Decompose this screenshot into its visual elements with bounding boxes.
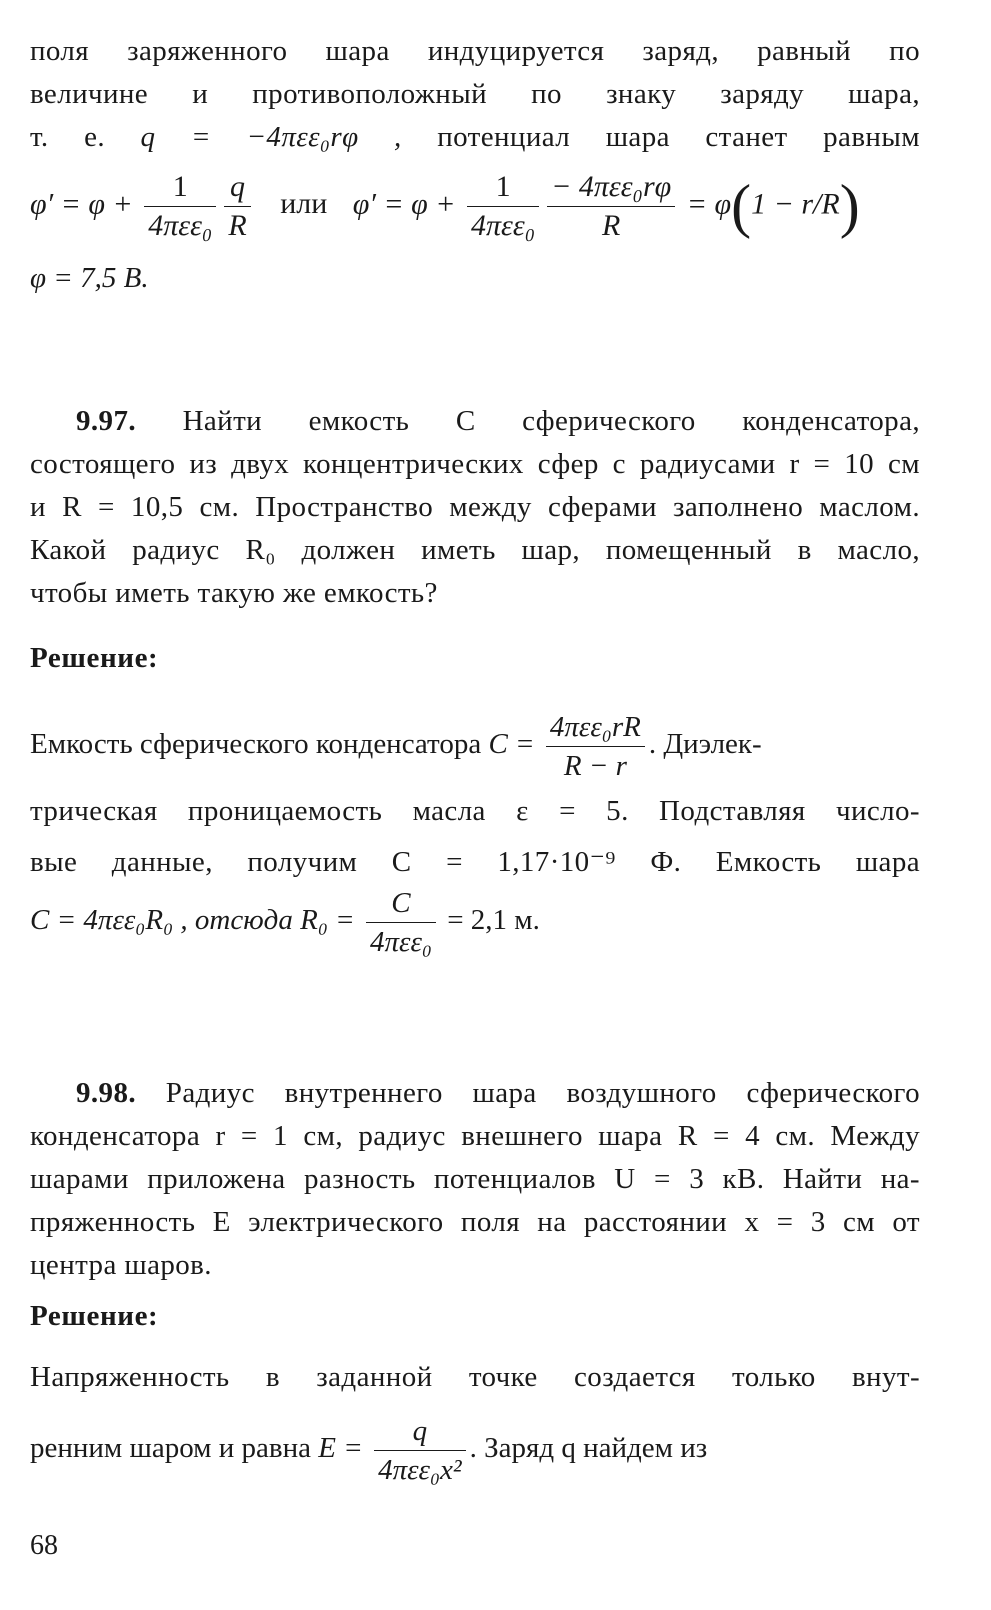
text-line: поля заряженного шара индуцируется заряд, равный по [30,35,920,67]
text-line: т. е. q = −4πεε₀rφ , потенциал шара станет равным [30,121,920,153]
text-line: вые данные, получим C = 1,17·10⁻⁹ Ф. Емкость шара [30,846,920,878]
solution-line: Емкость сферического конденсатора C = $\frac{\text{4πεε₀rR}}{R - r}$ . Диэлек- [30,708,762,785]
fraction: $\frac{q}{R}$ [224,168,250,245]
text-line: конденсатора r = 1 см, радиус внешнего шара R = 4 см. Между [30,1120,920,1152]
text-line: чтобы иметь такую же емкость? [30,577,438,609]
fraction: $\frac{1}{\text{4πεε₀}}$ [144,168,216,245]
text-line: трическая проницаемость масла ε = 5. Подставляя число- [30,795,920,827]
problem-9-98 [30,1072,920,1287]
charge-formula: q = −4πεε₀rφ , [140,121,402,153]
text-line: шарами приложена разность потенциалов U = 3 кВ. Найти на- [30,1163,920,1195]
text-line: 9.97. Найти емкость C сферического конденсатора, [76,405,920,437]
problem-number: 9.98. [76,1077,136,1109]
continuation-text [30,30,920,159]
fraction: $\frac{\text{− 4πεε₀rφ}}{R}$ [547,168,675,245]
text-line: состоящего из двух концентрических сфер с радиусами r = 10 см [30,448,920,480]
result-phi: φ = 7,5 В. [30,262,149,294]
text-line: 9.98. Радиус внутреннего шара воздушного сферического [76,1077,920,1109]
solution-text [30,1356,920,1399]
problem-number: 9.97. [76,405,136,437]
text-line: Напряженность в заданной точке создается только внут- [30,1361,920,1393]
text-line: Какой радиус R₀ должен иметь шар, помещенный в масло, [30,534,920,566]
fraction: $\frac{1}{\text{4πεε₀}}$ [467,168,539,245]
page-number: 68 [30,1530,58,1561]
text-line: величине и противоположный по знаку заряду шара, [30,78,920,110]
text-line: пряженность E электрического поля на расстоянии x = 3 см от [30,1206,920,1238]
solution-text [30,790,920,884]
fraction: $\frac{\text{4πεε₀rR}}{R - r}$ [546,708,645,785]
text-line: и R = 10,5 см. Пространство между сферами заполнено маслом. [30,491,920,523]
solution-heading: Решение: [30,642,159,674]
solution-line: C = 4πεε₀R₀ , отсюда R₀ = $\frac{C}{\text{4πεε₀}}$ = 2,1 м. [30,884,540,961]
solution-line: ренним шаром и равна E = $\frac{q}{\text{4πεε₀x²}}$ . Заряд q найдем из [30,1412,707,1489]
problem-9-97 [30,400,920,615]
text-line: центра шаров. [30,1249,212,1281]
fraction: $\frac{q}{\text{4πεε₀x²}}$ [374,1412,466,1489]
fraction: $\frac{C}{\text{4πεε₀}}$ [366,884,436,961]
solution-heading: Решение: [30,1300,159,1332]
potential-formula: φ′ = φ + $\frac{1}{\text{4πεε₀}}$ $\frac{q}{R}$ или φ′ = φ + $\frac{1}{\text{4πεε₀}}$ $\frac{\text{− 4πεε₀rφ}}{R}$ = φ(1 − r/R) [30,168,860,245]
